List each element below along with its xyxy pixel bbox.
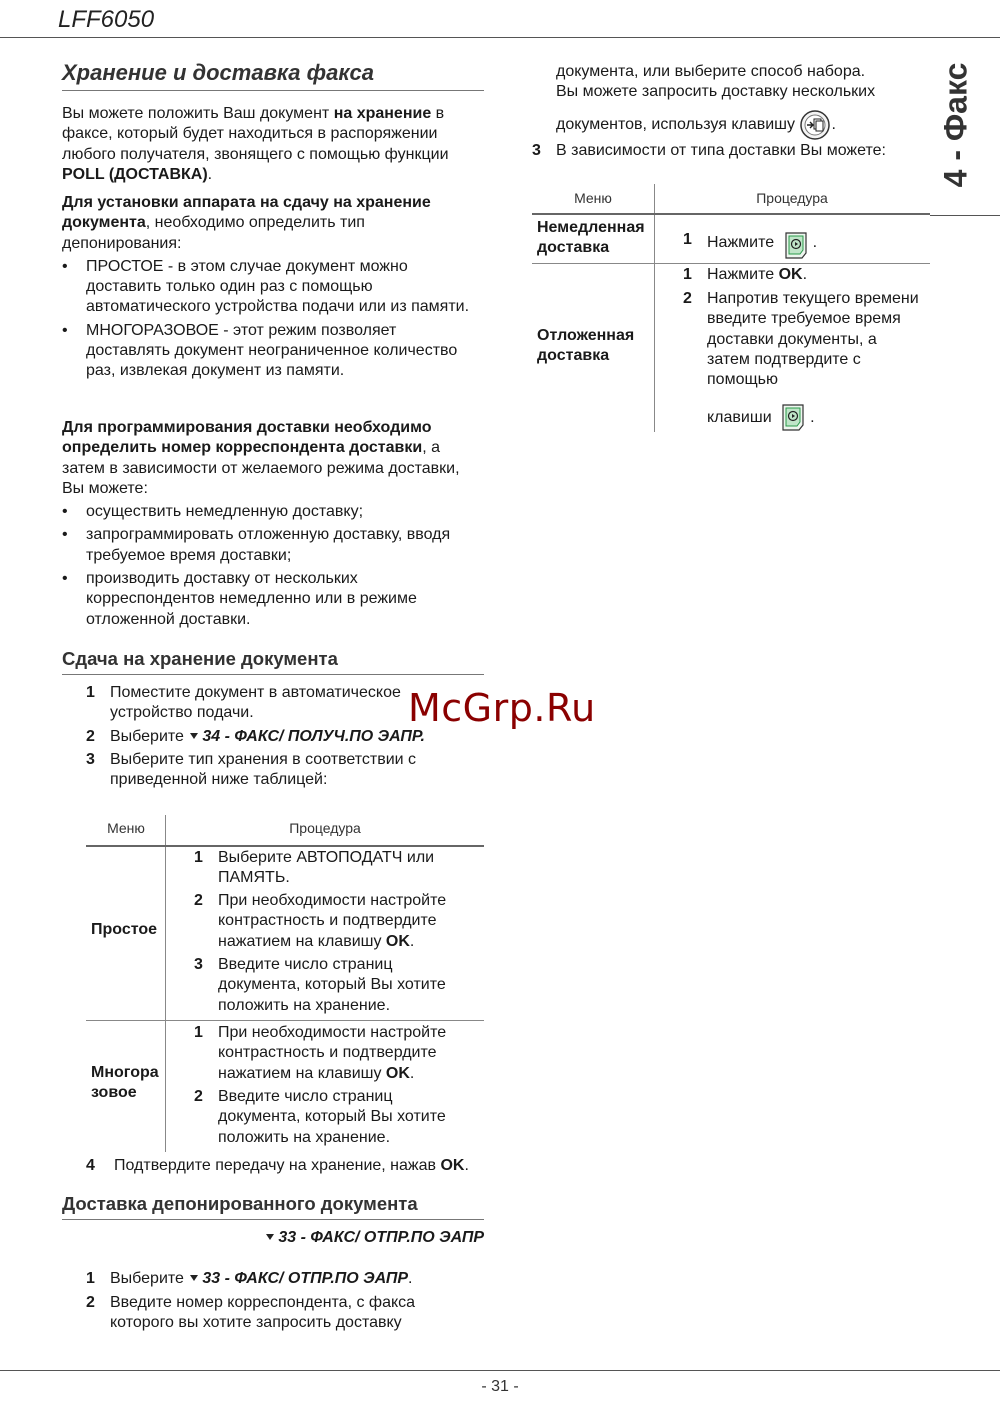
chapter-rule	[930, 215, 1000, 216]
menu-arrow-icon	[266, 1234, 274, 1240]
header-rule	[0, 37, 1000, 38]
table-header-menu: Меню	[107, 820, 145, 836]
list-item: • ПРОСТОЕ - в этом случае документ можно доставить только один раз с помощью автоматического устройства подачи или из памяти.	[62, 257, 484, 318]
menu-path: 33 - ФАКС/ ОТПР.ПО ЭАПР	[62, 1228, 484, 1248]
list-item: • осуществить немедленную доставку;	[62, 502, 484, 522]
watermark: McGrp.Ru	[408, 686, 596, 730]
continued-text	[556, 62, 916, 141]
continued-line: Вы можете запросить доставку нескольких	[556, 83, 876, 101]
section-title: Хранение и доставка факса	[62, 60, 484, 91]
intro-paragraph: Вы можете положить Ваш документ на хранение в факсе, который будет находиться в распоряжении любого получателя, звонящего с помощью функции POLL (ДОСТАВКА).	[62, 105, 449, 183]
delivery-setup-paragraph: Для программирования доставки необходимо определить номер корреспондента доставки, а затем в зависимости от желаемого режима доставки, Вы можете: • осуществить немедленную доставку; • запрограммировать отложенную доставку, вводя требуемое время доставки; • производить доставку от нескольких корреспондентов немедленно или в режиме отложенной доставки.	[62, 418, 484, 633]
chapter-tab	[930, 60, 982, 190]
footer-rule	[0, 1370, 1000, 1371]
table-row-menu-immediate: Немедленная доставка	[537, 219, 645, 257]
delivery-section-title: Доставка депонированного документа	[62, 1193, 484, 1220]
multi-document-key-icon	[799, 109, 831, 141]
continued-line: документов, используя клавишу .	[556, 109, 916, 141]
list-item: • производить доставку от нескольких корреспондентов немедленно или в режиме отложенной доставки.	[62, 569, 484, 630]
menu-arrow-icon	[190, 733, 198, 739]
menu-arrow-icon	[190, 1275, 198, 1281]
list-item: • МНОГОРАЗОВОЕ - этот режим позволяет доставлять документ неограниченное количество раз, извлекая документ из памяти.	[62, 321, 484, 382]
table-row-rule	[86, 1020, 484, 1021]
table-header-menu: Меню	[574, 190, 612, 206]
deposit-setup-paragraph: Для установки аппарата на сдачу на хранение документа, необходимо определить тип депонирования: • ПРОСТОЕ - в этом случае документ можно доставить только один раз с помощью автоматического устройства подачи или из памяти. • МНОГОРАЗОВОЕ - этот режим позволяет доставлять документ неограниченное количество раз, извлекая документ из памяти.	[62, 193, 484, 385]
table-header-procedure: Процедура	[756, 190, 828, 206]
page-number: - 31 -	[481, 1378, 519, 1395]
document-model: LFF6050	[58, 6, 155, 33]
table-row-rule	[532, 263, 930, 264]
list-item: • запрограммировать отложенную доставку, вводя требуемое время доставки;	[62, 525, 484, 566]
table-header-rule	[86, 845, 484, 847]
start-key-icon	[783, 230, 809, 256]
table-divider	[654, 184, 655, 432]
table-header-procedure: Процедура	[289, 820, 361, 836]
chapter-title: 4 - Факс	[937, 62, 974, 188]
table-row-menu-simple: Простое	[91, 921, 158, 938]
table-header-rule	[532, 213, 930, 215]
table-divider	[165, 815, 166, 1152]
table-row-menu-delayed: Отложенная доставка	[537, 327, 635, 365]
continued-line: документа, или выберите способ набора.	[556, 63, 866, 80]
deposit-section-title: Сдача на хранение документа	[62, 648, 484, 675]
start-key-icon	[780, 402, 806, 428]
table-row-menu-multi: Многоразовое	[91, 1064, 159, 1102]
